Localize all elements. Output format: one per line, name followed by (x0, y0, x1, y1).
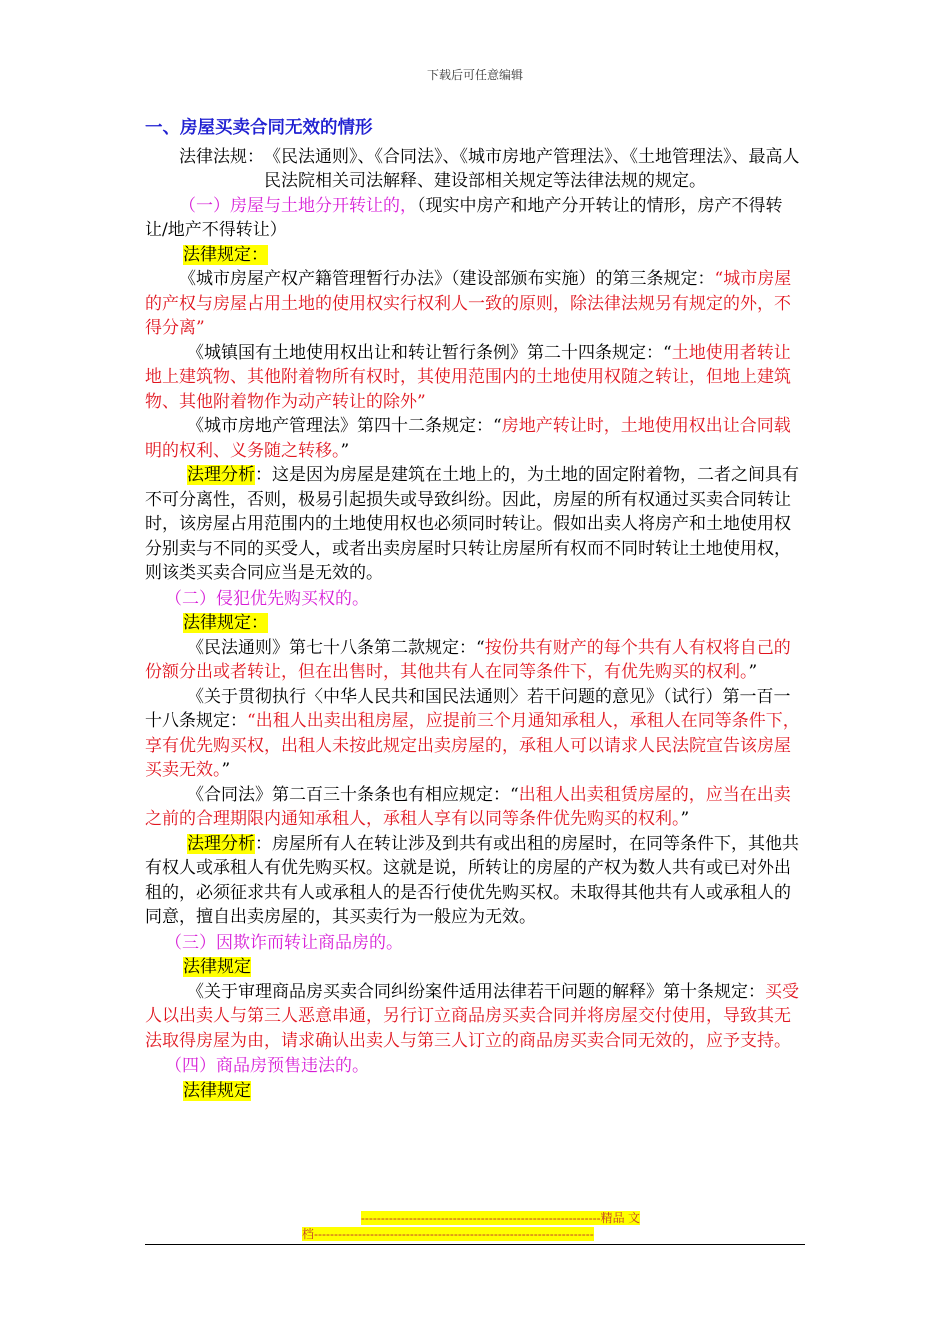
s1-rule-2 (145, 341, 805, 415)
s2-rule-3-close: ” (680, 809, 690, 829)
laws-text: 《民法通则》、《合同法》、《城市房地产管理法》、《土地管理法》、最高人民法院相关司法解释、建设部相关规定等法律法规的规定。 (264, 146, 800, 191)
s2-heading: （二）侵犯优先购买权的。 (165, 588, 369, 609)
laws-paragraph (179, 145, 805, 194)
s1-rule-2-source: 《城镇国有土地使用权出让和转让暂行条例》第二十四条规定：“ (187, 342, 672, 363)
s3-rules-label-para (145, 955, 805, 980)
s2-rule-1-quote: 按份共有财产的每个共有人有权将自己的份额分出或者转让，但在出售时，其他共有人在同等条件下，有优先购买的权利。 (145, 637, 791, 682)
footer-watermark (302, 1210, 648, 1242)
s1-rule-3-quote: 房地产转让时，土地使用权出让合同载明的权利、义务随之转移。 (145, 416, 791, 461)
s2-rule-1 (145, 636, 805, 685)
s2-rule-3 (145, 783, 805, 832)
s2-rule-1-source: 《民法通则》第七十八条第二款规定：“ (187, 637, 485, 658)
s1-rule-3-close: ” (340, 440, 350, 461)
s2-rule-2-source: 《关于贯彻执行〈中华人民共和国民法通则〉若干问题的意见》（试行）第一百一十八条规定： (145, 686, 791, 731)
page-header: 下载后可任意编辑 (426, 68, 523, 82)
s2-rule-1-close: ” (748, 662, 758, 682)
s3-rule-1-quote: 买受人以出卖人与第三人恶意串通，另行订立商品房买卖合同并将房屋交付使用，导致其无法取得房屋为由，请求确认出卖人与第三人订立的商品房买卖合同无效的，应予支持。 (145, 981, 799, 1051)
s4-heading-para (145, 1054, 805, 1079)
s2-rule-2 (145, 685, 805, 783)
s1-heading: （一）房屋与土地分开转让的， (179, 195, 417, 216)
s3-rules-label: 法律规定 (183, 957, 251, 977)
s1-analysis-text: ：这是因为房屋是建筑在土地上的，为土地的固定附着物，二者之间具有不可分离性，否则，极易引起损失或导致纠纷。因此，房屋的所有权通过买卖合同转让时，该房屋占用范围内的土地使用权也必须同时转让。假如出卖人将房产和土地使用权分别卖与不同的买受人，或者出卖房屋时只转让房屋所有权而不同时转让土地使用权，则该类买卖合同应当是无效的。 (145, 465, 799, 583)
s2-rule-3-source: 《合同法》第二百三十条条也有相应规定：“ (187, 784, 519, 805)
s1-rules-label-para (145, 243, 805, 268)
s4-heading: （四）商品房预售违法的。 (165, 1056, 369, 1076)
s3-heading: （三）因欺诈而转让商品房的。 (165, 932, 403, 953)
document-body (145, 116, 805, 1103)
s1-note: （现实中房产和地产分开转让的情形，房产不得转让/地产不得转让） (145, 195, 783, 240)
s2-analysis-label: 法理分析 (187, 833, 255, 854)
s1-rule-1-source: 《城市房屋产权产籍管理暂行办法》（建设部颁布实施）的第三条规定： (179, 269, 715, 289)
s3-rule-1 (145, 980, 805, 1054)
footer-divider (145, 1244, 805, 1245)
s2-analysis-text: ：房屋所有人在转让涉及到共有或出租的房屋时，在同等条件下，其他共有权人或承租人有优先购买权。这就是说，所转让的房屋的产权为数人共有或已对外出租的，必须征求共有人或承租人的是否行使优先购买权。未取得其他共有人或承租人的同意，擅自出卖房屋的，其买卖行为一般应为无效。 (145, 833, 799, 927)
s4-rules-label: 法律规定 (183, 1080, 251, 1101)
s3-heading-para (145, 931, 805, 956)
s3-rule-1-source: 《关于审理商品房买卖合同纠纷案件适用法律若干问题的解释》第十条规定： (187, 981, 765, 1002)
footer-line-1: ------------------------------------------------------------精品 文 (360, 1211, 640, 1225)
s4-rules-label-para (145, 1079, 805, 1104)
section-title: 一、房屋买卖合同无效的情形 (145, 118, 373, 138)
footer-line-2: 档---------------------------------------------------------------------- (302, 1227, 594, 1241)
s1-analysis (145, 463, 805, 586)
s1-rule-1 (145, 267, 805, 341)
s1-rule-3-source: 《城市房地产管理法》第四十二条规定：“ (187, 416, 502, 436)
s2-rules-label-para (145, 611, 805, 636)
s2-rules-label: 法律规定： (183, 613, 268, 633)
s2-rule-2-quote: “出租人出卖出租房屋，应提前三个月通知承租人，承租人在同等条件下，享有优先购买权，出租人未按此规定出卖房屋的，承租人可以请求人民法院宣告该房屋买卖无效。 (145, 711, 800, 780)
laws-label: 法律法规： (179, 146, 264, 167)
s1-rule-2-quote: 土地使用者转让地上建筑物、其他附着物所有权时，其使用范围内的土地使用权随之转让，但地上建筑物、其他附着物作为动产转让的除外” (145, 342, 791, 412)
s2-rule-2-close: ” (221, 760, 231, 780)
s1-rule-1-quote: “城市房屋的产权与房屋占用土地的使用权实行权利人一致的原则，除法律法规另有规定的外，不得分离” (145, 269, 792, 338)
s1-rules-label: 法律规定： (183, 244, 268, 265)
s1-analysis-label: 法理分析 (187, 465, 255, 485)
s2-analysis (145, 832, 805, 930)
s2-rule-3-quote: 出租人出卖租赁房屋的，应当在出卖之前的合理期限内通知承租人，承租人享有以同等条件优先购买的权利。 (145, 784, 791, 829)
s2-heading-para (145, 587, 805, 612)
s1-rule-3 (145, 414, 805, 463)
s1-heading-para (145, 194, 805, 243)
